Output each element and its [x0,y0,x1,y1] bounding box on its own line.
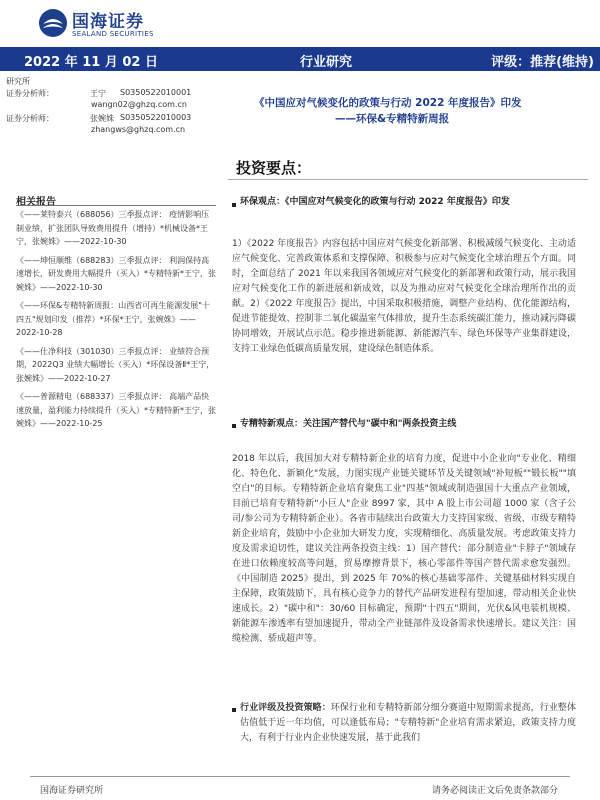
analyst-name: 张婉姝 [90,114,114,123]
related-report-item[interactable] [16,345,216,386]
report-date: 2022 年 11 月 02 日 [24,55,158,70]
section-paragraph: 1）《2022 年度报告》内容包括中国应对气候变化新部署、积极减缓气候变化、主动适应气候变化、完善政策体系和支撑保障、积极参与应对气候变化全球治理五个方面。同时，全面总结了 2021 年以来我国各领域应对气候变化的新部署和政策行动，展示我国应对气候变化工作的新进展和新成效，以及为推动应对气候变化全球治理所作出的贡献。2）《2022 年度报告》提出，中国采取积极措施，调整产业结构、优化能源结构，促进节能提效、控制非二氧化碳温室气体排放，提升生态系统碳汇能力，推动减污降碳协同增效，开展试点示范。稳步推进新能源、新能源汽车、绿色环保等产业集群建设，支持工业绿色低碳高质量发展，建设绿色制造体系。 [232,239,576,354]
related-report-date: ——2022-10-27 [48,373,111,383]
analyst-row [6,88,192,99]
related-report-text: 《——坤恒顺维（688283）三季报点评： 利润保持高速增长，研发费用大幅提升（买入）*专精特新*王宁，张婉姝》 [16,255,216,292]
related-report-date: ——2022-10-30 [64,237,127,246]
analyst-email[interactable]: wangn02@ghzq.com.cn [91,100,187,109]
related-report-item[interactable] [16,208,216,249]
bullet-icon [232,203,236,207]
related-report-item[interactable] [16,299,216,340]
report-category: 行业研究 [300,55,353,70]
bullet-icon [232,708,236,712]
related-report-date: ——2022-10-30 [40,282,103,292]
logo-english-name: SEALAND SECURITIES [72,30,154,38]
related-report-item[interactable] [16,254,216,295]
investment-highlights-heading: 投资要点： [236,159,312,177]
analyst-label: 证券分析师： [6,89,54,98]
report-rating: 评级：推荐(维持) [491,55,594,70]
analyst-name: 王宁 [90,89,106,98]
bullet-icon [232,424,236,428]
related-reports-divider [16,205,216,206]
section-heading: 环保观点：《中国应对气候变化的政策与行动 2022 年度报告》印发 [240,197,510,207]
analyst-code: S0350522010001 [120,88,192,97]
research-institute-label: 研究所 [6,77,30,86]
related-report-item[interactable] [16,390,216,431]
related-reports-title: 相关报告 [16,197,56,208]
section-heading: 专精特新观点：关注国产替代与"碳中和"两条投资主线 [240,419,457,429]
related-report-text: 《——仕净科技（301030）三季报点评： 业绩符合预期，2022Q3 业绩大幅增长（买入）*环保设备Ⅱ*王宁，张婉姝》 [16,346,215,383]
section-text: 环保行业和专精特新部分细分赛道中短期需求提高，行业整体估值低于近一年均值，可以逢低布局；"专精特新"企业培育需求紧迫，政策支持力度大，有利于行业内企业快速发展，基于此我们 [240,703,576,743]
related-report-date: ——2022-10-28 [16,314,196,337]
section-heading: 行业评级及投资策略： [240,703,331,713]
section-paragraph: 2018 年以后，我国加大对专精特新企业的培育力度，促进中小企业向"专业化、精细化、特色化、新颖化"发展，力图实现产业链关键环节及关键领域"补短板""锻长板""填空白"的目标。专精特新企业培育聚焦工业"四基"领域或制造强国十大重点产业领域，目前已培育专精特新"小巨人"企业 8997 家，其中 A 股上市公司超 1000 家（含子公司/参公司为专精特新企业）。各省市陆续出台政策大力支持国家级、省级、市级专精特新企业培育，鼓励中小企业加大研发力度，实现精细化、高质量发展。考虑政策支持力度及需求迫切性，建议关注两条投资主线：1）国产替代：部分制造业"卡脖子"领域存在进口依赖度较高等问题，贸易摩擦背景下，核心零部件等国产替代需求愈发强烈。《中国制造 2025》提出，到 2025 年 70%的核心基础零部件、关键基础材料实现自主保障，政策鼓励下，具有核心竞争力的替代产品研发进程有望加速，带动相关企业快速成长。2）"碳中和"：30/60 目标确定，预期"十四五"期间，光伏&风电装机规模、新能源车渗透率有望加速提升，带动全产业链部件及设备需求快速增长。建议关注：国缆检测、骄成超声等。 [232,454,576,644]
related-report-text: 《——环保&专精特新周报：山西省可再生能源发展"十四五"规划印发（推荐）*环保*王宁，张婉姝》 [16,301,210,324]
related-report-text: 《——普源精电（688337）三季报点评： 高端产品快速放量，盈利能力持续提升（买入）*专精特新*王宁，张婉姝》 [16,392,216,428]
footer-divider [30,776,570,777]
analyst-email[interactable]: zhangws@ghzq.com.cn [91,125,186,134]
related-reports-list [16,208,216,436]
related-report-date: ——2022-10-25 [40,419,103,428]
analyst-code: S0350522010003 [120,113,192,122]
related-report-text: 《——莱特泰兴（688056）三季报点评： 疫情影响压制业绩，扩张团队导致费用提升（增持）*机械设备*王宁，张婉姝》 [16,210,210,246]
header-band [0,47,600,71]
footer-institute: 国海证券研究所 [40,786,104,796]
footer-disclaimer: 请务必阅读正文后免责条款部分 [431,786,558,796]
analyst-row [6,113,192,124]
logo-mark-icon [38,8,68,38]
section-paragraph [240,701,576,746]
report-title: 《中国应对气候变化的政策与行动 2022 年度报告》印发 [254,97,522,109]
logo-chinese-name: 国海证券 [72,12,144,32]
company-logo [38,6,166,44]
report-subtitle: ——环保&专精特新周报 [335,113,450,125]
analyst-label: 证券分析师： [6,114,54,123]
heading-divider [228,179,588,180]
